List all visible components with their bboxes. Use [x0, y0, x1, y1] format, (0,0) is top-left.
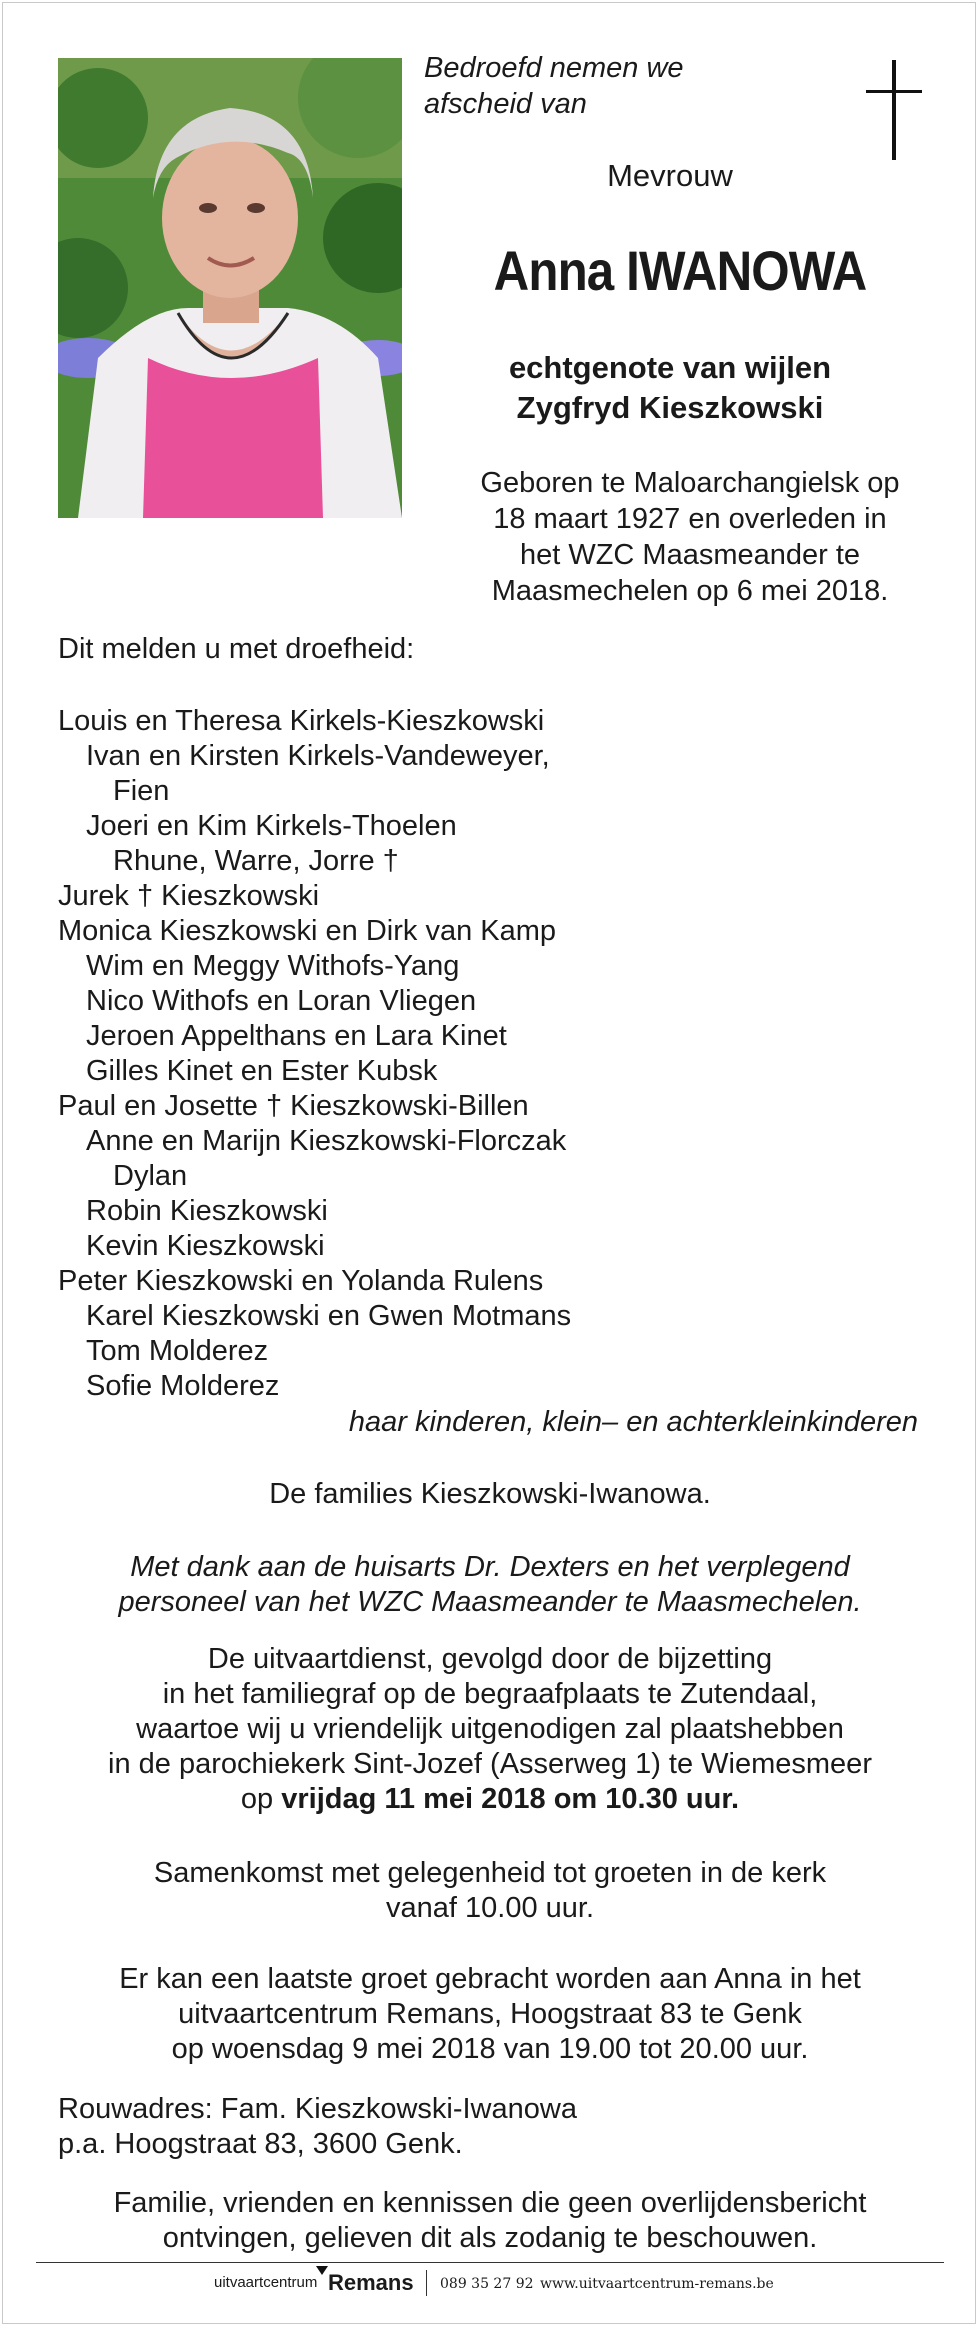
funeral-line: waartoe wij u vriendelijk uitgenodigen zal plaatshebben: [136, 1713, 844, 1745]
funeral-line: in de parochiekerk Sint-Jozef (Asserweg 1) te Wiemesmeer: [108, 1748, 872, 1780]
spouse-line: Zygfryd Kieszkowski: [516, 390, 824, 425]
address-line: Rouwadres: Fam. Kieszkowski-Iwanowa: [58, 2093, 577, 2125]
families-signature: De families Kieszkowski-Iwanowa.: [269, 1478, 711, 1510]
intro-line: Bedroefd nemen we: [424, 52, 684, 84]
funeral-info: [0, 1642, 980, 1817]
family-member-line: Sofie Molderez: [86, 1370, 280, 1402]
family-member-line: Rhune, Warre, Jorre †: [113, 845, 399, 877]
intro-line: afscheid van: [424, 88, 587, 120]
family-member-line: Anne en Marijn Kieszkowski-Florczak: [86, 1125, 567, 1157]
family-member-line: Gilles Kinet en Ester Kubsk: [86, 1055, 438, 1087]
family-member-line: Robin Kieszkowski: [86, 1195, 328, 1227]
spouse-info: [440, 348, 900, 428]
footer-phone: 089 35 27 92: [440, 2276, 534, 2292]
family-member-line: Joeri en Kim Kirkels-Thoelen: [86, 810, 457, 842]
honorific: Mevrouw: [607, 158, 733, 193]
funeral-line: in het familiegraf op de begraafplaats te Zutendaal,: [162, 1678, 818, 1710]
address-line: p.a. Hoogstraat 83, 3600 Genk.: [58, 2128, 463, 2160]
notice-line: Familie, vrienden en kennissen die geen overlijdensbericht: [113, 2187, 867, 2219]
gathering-line: Samenkomst met gelegenheid tot groeten in de kerk: [153, 1857, 827, 1889]
footer-separator: [426, 2270, 427, 2296]
notice-text: [0, 2186, 980, 2256]
mourning-address: [58, 2092, 577, 2162]
family-member-line: Kevin Kieszkowski: [86, 1230, 325, 1262]
funeral-date: vrijdag 11 mei 2018 om 10.30 uur.: [281, 1783, 740, 1815]
family-member-line: Karel Kieszkowski en Gwen Motmans: [86, 1300, 572, 1332]
visitation-info: [0, 1962, 980, 2067]
family-member-line: Ivan en Kirsten Kirkels-Vandeweyer,: [86, 740, 550, 772]
deceased-name: Anna IWANOWA: [493, 239, 867, 302]
intro-text: [424, 50, 684, 122]
born-line: Maasmechelen op 6 mei 2018.: [491, 575, 889, 607]
born-line: 18 maart 1927 en overleden in: [493, 503, 887, 535]
footer-divider: [36, 2262, 944, 2263]
spouse-line: echtgenote van wijlen: [508, 350, 832, 385]
visit-line: op woensdag 9 mei 2018 van 19.00 tot 20.00 uur.: [171, 2033, 809, 2065]
triangle-icon: [316, 2266, 328, 2275]
family-member-line: Dylan: [113, 1160, 188, 1192]
family-member-line: Jurek † Kieszkowski: [58, 880, 320, 912]
family-member-line: Nico Withofs en Loran Vliegen: [86, 985, 477, 1017]
family-member-line: Monica Kieszkowski en Dirk van Kamp: [58, 915, 557, 947]
portrait-photo: [58, 58, 402, 518]
family-list: [58, 704, 571, 1404]
gathering-line: vanaf 10.00 uur.: [386, 1892, 594, 1924]
footer-website-link[interactable]: www.uitvaartcentrum-remans.be: [540, 2276, 774, 2292]
funeral-line: De uitvaartdienst, gevolgd door de bijzetting: [207, 1643, 773, 1675]
visit-line: Er kan een laatste groet gebracht worden aan Anna in het: [119, 1963, 861, 1995]
thanks-line: Met dank aan de huisarts Dr. Dexters en het verplegend: [130, 1551, 850, 1583]
cross-icon: [866, 60, 922, 160]
thanks-note: [0, 1550, 980, 1620]
relation-note: haar kinderen, klein– en achterkleinkinderen: [348, 1406, 918, 1438]
family-member-line: Fien: [113, 775, 170, 807]
funeral-date-prefix: op: [240, 1783, 282, 1815]
footer-company-name: Remans: [328, 2270, 414, 2295]
thanks-line: personeel van het WZC Maasmeander te Maasmechelen.: [118, 1586, 862, 1618]
family-member-line: Wim en Meggy Withofs-Yang: [86, 950, 460, 982]
born-line: het WZC Maasmeander te: [519, 539, 861, 571]
notice-line: ontvingen, gelieven dit als zodanig te beschouwen.: [162, 2222, 818, 2254]
born-line: Geboren te Maloarchangielsk op: [480, 467, 900, 499]
birth-death-info: [430, 465, 950, 609]
family-member-line: Paul en Josette † Kieszkowski-Billen: [58, 1090, 529, 1122]
family-member-line: Louis en Theresa Kirkels-Kieszkowski: [58, 705, 545, 737]
gathering-info: [0, 1856, 980, 1926]
announcement: Dit melden u met droefheid:: [58, 633, 415, 665]
footer-brand: uitvaartcentrum: [214, 2274, 318, 2291]
family-member-line: Peter Kieszkowski en Yolanda Rulens: [58, 1265, 544, 1297]
family-member-line: Jeroen Appelthans en Lara Kinet: [86, 1020, 507, 1052]
funeral-date-line: [0, 1782, 980, 1817]
visit-line: uitvaartcentrum Remans, Hoogstraat 83 te Genk: [178, 1998, 802, 2030]
family-member-line: Tom Molderez: [86, 1335, 269, 1367]
footer: [0, 2266, 980, 2306]
